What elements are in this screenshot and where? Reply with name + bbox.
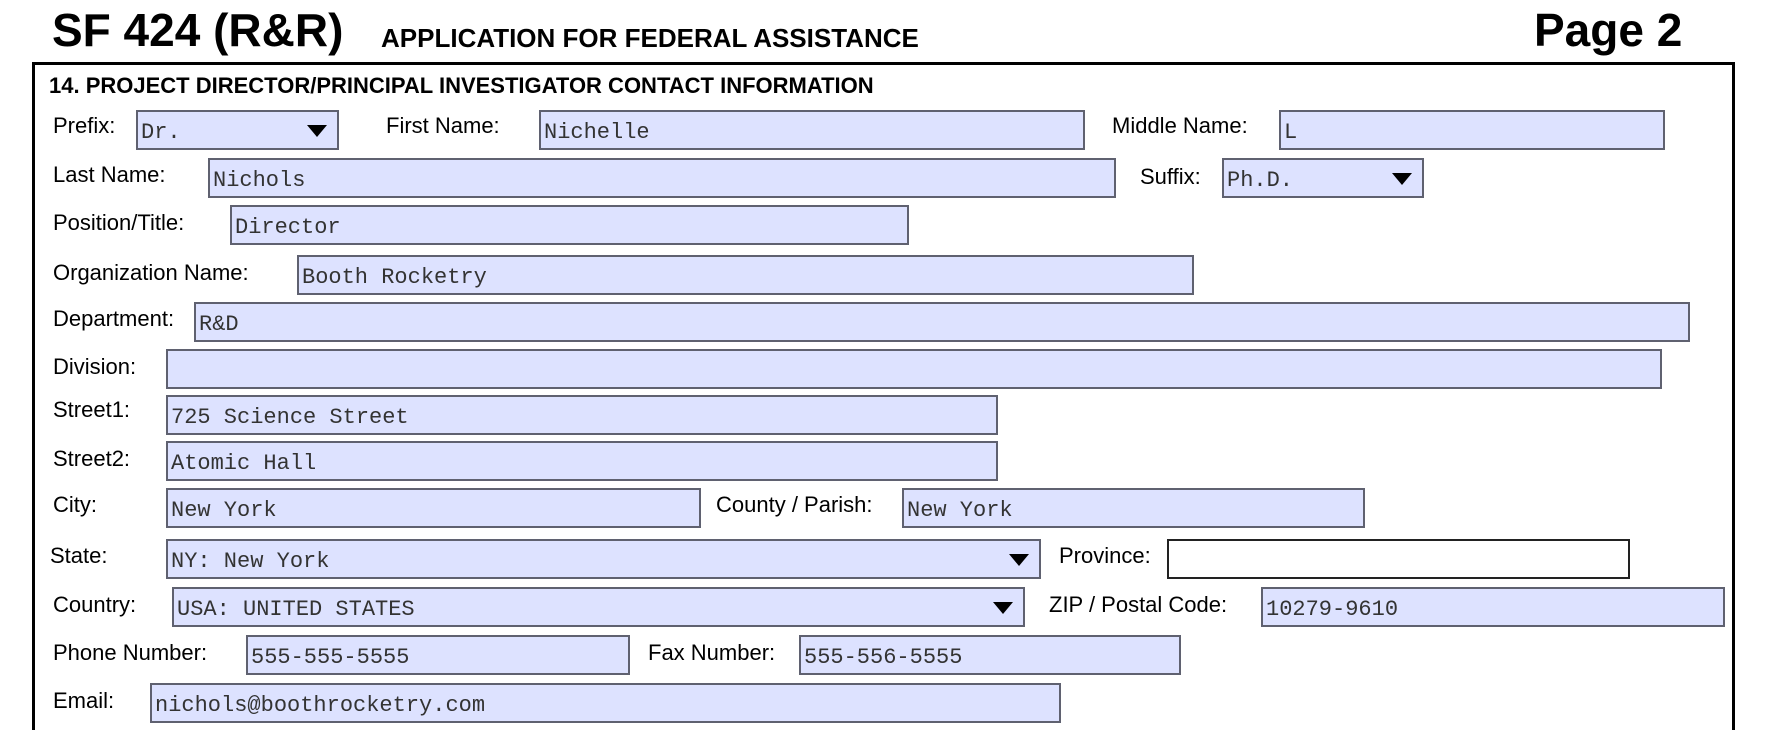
middle-name-label: Middle Name:: [1112, 113, 1248, 138]
street1-field[interactable]: 725 Science Street: [166, 395, 998, 435]
organization-name-label: Organization Name:: [53, 260, 249, 285]
fax-number-label: Fax Number:: [648, 640, 776, 665]
street1-label: Street1:: [53, 397, 131, 422]
last-name-field[interactable]: Nichols: [208, 158, 1116, 198]
country-value: USA: UNITED STATES: [177, 597, 415, 622]
form-subtitle: APPLICATION FOR FEDERAL ASSISTANCE: [381, 23, 919, 53]
organization-name-field[interactable]: Booth Rocketry: [297, 255, 1194, 295]
province-field[interactable]: [1167, 539, 1630, 579]
zip-postal-code-field[interactable]: 10279-9610: [1261, 587, 1725, 627]
prefix-label: Prefix:: [53, 113, 116, 138]
form-id-title: SF 424 (R&R): [52, 4, 344, 56]
division-label: Division:: [53, 354, 137, 379]
chevron-down-icon[interactable]: [307, 125, 327, 137]
country-label: Country:: [53, 592, 137, 617]
state-select[interactable]: [166, 539, 1041, 579]
city-label: City:: [53, 492, 97, 517]
page-number: Page 2: [1534, 4, 1683, 56]
position-title-field[interactable]: Director: [230, 205, 909, 245]
street2-field[interactable]: Atomic Hall: [166, 441, 998, 481]
position-title-label: Position/Title:: [53, 210, 185, 235]
street2-label: Street2:: [53, 446, 131, 471]
province-label: Province:: [1059, 543, 1151, 568]
chevron-down-icon[interactable]: [1392, 173, 1412, 185]
state-value: NY: New York: [171, 549, 330, 574]
country-select[interactable]: [172, 587, 1025, 627]
section-title: 14. PROJECT DIRECTOR/PRINCIPAL INVESTIGATOR CONTACT INFORMATION: [49, 73, 874, 98]
first-name-label: First Name:: [386, 113, 500, 138]
city-field[interactable]: New York: [166, 488, 701, 528]
email-label: Email:: [53, 688, 115, 713]
suffix-value: Ph.D.: [1227, 168, 1294, 193]
phone-number-field[interactable]: 555-555-5555: [246, 635, 630, 675]
chevron-down-icon[interactable]: [1009, 554, 1029, 566]
department-label: Department:: [53, 306, 175, 331]
suffix-select[interactable]: [1222, 158, 1424, 198]
zip-postal-code-label: ZIP / Postal Code:: [1049, 592, 1228, 617]
county-parish-field[interactable]: New York: [902, 488, 1365, 528]
fax-number-field[interactable]: 555-556-5555: [799, 635, 1181, 675]
division-field[interactable]: [166, 349, 1662, 389]
last-name-label: Last Name:: [53, 162, 166, 187]
state-label: State:: [50, 543, 108, 568]
department-field[interactable]: R&D: [194, 302, 1690, 342]
prefix-select[interactable]: [136, 110, 339, 150]
phone-number-label: Phone Number:: [53, 640, 208, 665]
county-parish-label: County / Parish:: [716, 492, 873, 517]
email-field[interactable]: nichols@boothrocketry.com: [150, 683, 1061, 723]
middle-name-field[interactable]: L: [1279, 110, 1665, 150]
prefix-value: Dr.: [141, 120, 181, 145]
first-name-field[interactable]: Nichelle: [539, 110, 1085, 150]
suffix-label: Suffix:: [1140, 164, 1201, 189]
chevron-down-icon[interactable]: [993, 602, 1013, 614]
